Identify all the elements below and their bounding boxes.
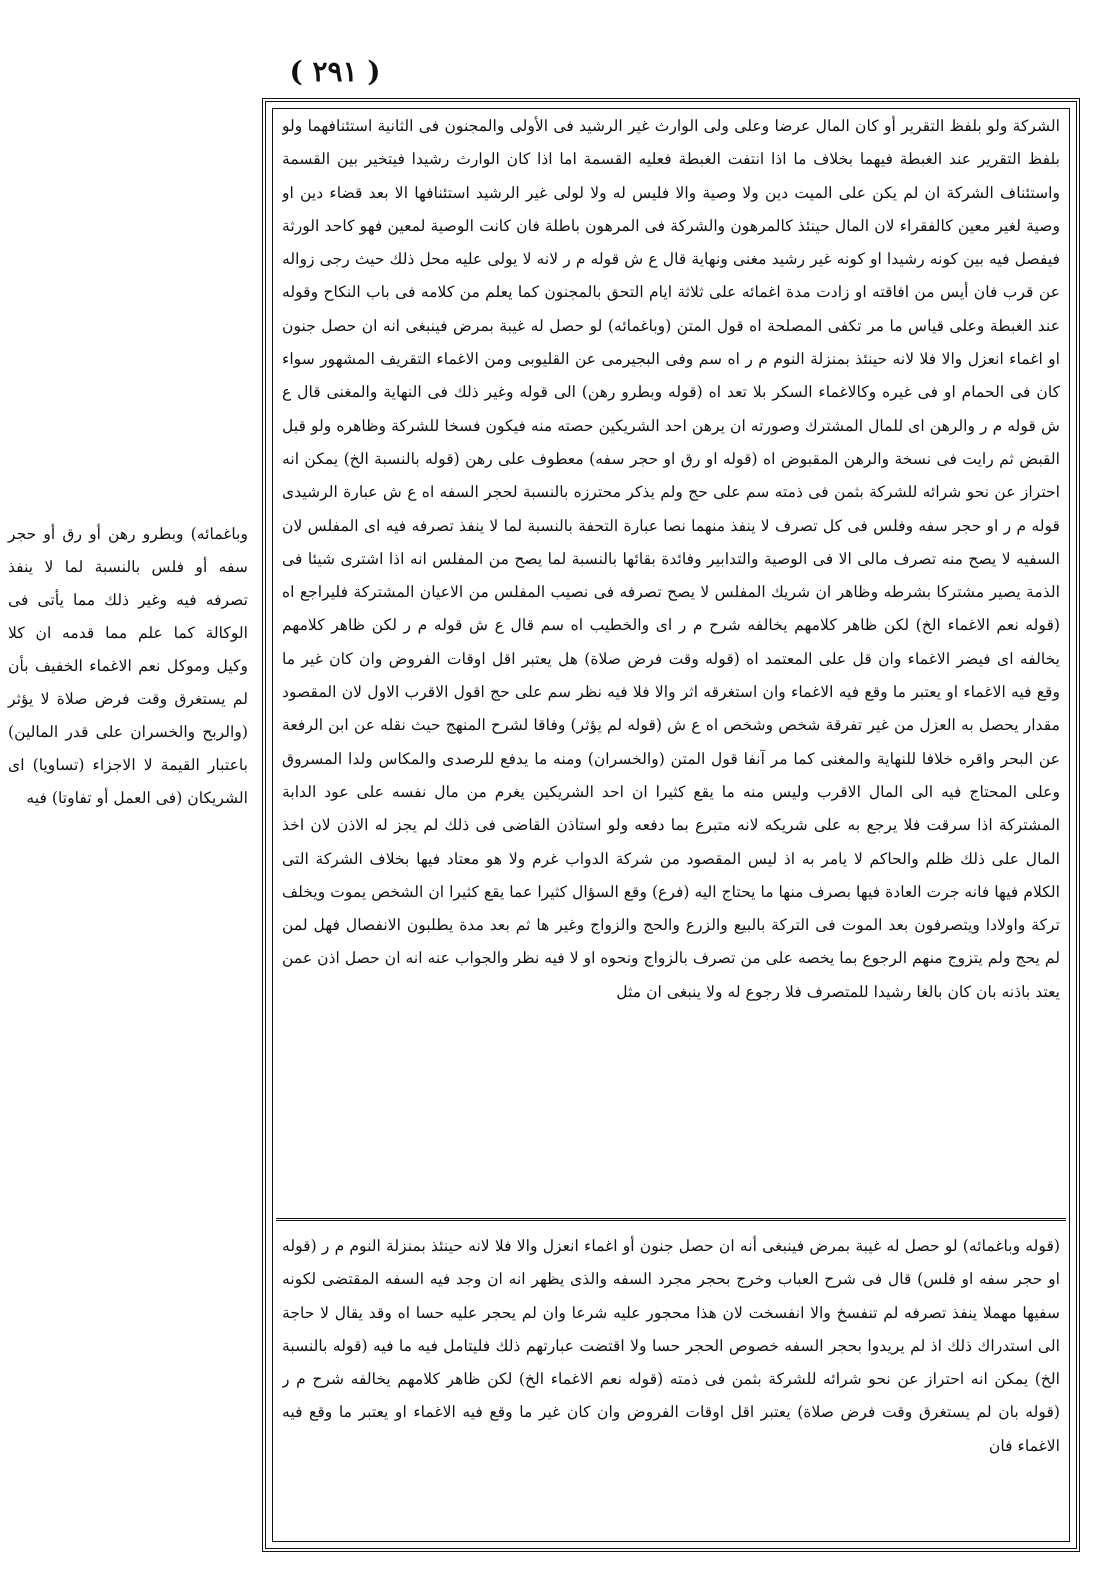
margin-text <box>8 518 248 815</box>
page-number: ( ٢٩١ ) <box>289 55 381 88</box>
main-text <box>282 110 1060 1202</box>
main-paragraph: الشركة ولو بلفظ التقرير أو كان المال عرضا وعلى ولى الوارث غير الرشيد فى الأولى والمجنون فى الثانية استئنافهما ولو بلفظ التقرير عند الغبطة فيهما بخلاف ما اذا انتفت الغبطة فعليه القسمة اما اذا كان الوارث رشيدا فيتخير بين القسمة واستئناف الشركة ان لم يكن على الميت دين ولا وصية والا فليس له ولا لولى غير الرشيد استئنافها الا بعد قضاء دين او وصية لغير معين كالفقراء لان المال حينئذ كالمرهون والشركة فى المرهون باطلة فان كانت الوصية لمعين فهو كاحد الورثة فيفصل فيه بين كونه رشيدا او كونه غير رشيد مغنى ونهاية قال ع ش قوله م ر لانه لا يولى عليه محل ذلك حيث رجى زواله عن قرب فان أيس من افاقته او زادت مدة اغمائه على ثلاثة ايام التحق بالمجنون كما يعلم من كلامه فى باب النكاح وقوله عند الغبطة وعلى قياس ما مر تكفى المصلحة اه قول المتن (وباغمائه) لو حصل له غيبة بمرض فينبغى انه ان حصل جنون او اغماء انعزل والا فلا لانه حينئذ بمنزلة النوم م ر اه سم وفى البجيرمى عن القليوبى ومن الاغماء التقريف المشهور سواء كان فى الحمام او فى غيره وكالاغماء السكر بلا تعد اه (قوله وبطرو رهن) الى قوله وغير ذلك فى النهاية والمغنى قال ع ش قوله م ر والرهن اى للمال المشترك وصورته ان يرهن احد الشريكين حصته منه فيكون فسخا للشركة وظاهره ولو قبل القبض ثم رايت فى نسخة والرهن المقبوض اه (قوله او رق او حجر سفه) معطوف على رهن (قوله بالنسبة الخ) يمكن انه احتراز عن نحو شرائه للشركة بثمن فى ذمته سم على حج ولم يذكر محترزه بالنسبة لحجر السفه اه ع ش عبارة الرشيدى قوله م ر او حجر سفه وفلس فى كل تصرف لا ينفذ منهما نصا عبارة التحفة بالنسبة لما لا ينفذ تصرفه فيه اى المفلس لان السفيه لا يصح منه تصرف مالى الا فى الوصية والتدابير وفائدة بقائها بالنسبة لما يصح من المفلس انه اذا اشترى شيئا فى الذمة يصير مشتركا بشرطه وظاهر ان شريك المفلس لا يصح تصرفه فى نصيب المفلس من الاعيان المشتركة فليراجع اه (قوله نعم الاغماء الخ) لكن ظاهر كلامهم يخالفه شرح م ر اى والخطيب اه سم قال ع ش قوله م ر لكن ظاهر كلامهم يخالفه اى فيضر الاغماء وان قل على المعتمد اه (قوله وقت فرض صلاة) هل يعتبر اقل اوقات الفروض وان كان غير ما وقع فيه الاغماء او يعتبر ما وقع فيه الاغماء وان استغرقه اثر والا فلا فيه نظر سم على حج اقول الاقرب الاول لان المقصود مقدار يحصل به العزل من غير تفرقة شخص وشخص اه ع ش (قوله لم يؤثر) وفاقا لشرح المنهج حيث نقله عن ابن الرفعة عن البحر واقره خلافا للنهاية والمغنى كما مر آنفا قول المتن (والخسران) ومنه ما يدفع للرصدى والمكاس ولدا المسروق وعلى المحتاج فيه الى المال الاقرب وليس منه ما يقع كثيرا ان احد الشريكين يغرم من مال نفسه على عود الدابة المشتركة اذا سرقت فلا يرجع به على شريكه لانه متبرع بما دفعه ولو استاذن القاضى فى ذلك لم يجز له الاذن لان اخذ المال على ذلك ظلم والحاكم لا يامر به اذ ليس المقصود من شركة الدواب غرم ولا هو معتاد فيها بخلاف الشركة التى الكلام فيها فانه جرت العادة فيها بصرف منها ما يحتاج اليه (فرع) وقع السؤال كثيرا عما يقع كثيرا ان الشخص يموت ويخلف تركة واولادا ويتصرفون بعد الموت فى التركة بالبيع والزرع والحج والزواج وغير ها ثم بعد مدة يطلبون الانفصال فهل لمن لم يحج ولم يتزوج منهم الرجوع بما يخصه على من تصرف بالزواج ونحوه او لا فيه نظر والجواب عنه انه ان حصل اذن عمن يعتد باذنه بان كان بالغا رشيدا للمتصرف فلا رجوع له ولا ينبغى ان مثل <box>282 117 1060 1001</box>
footnote-text <box>282 1230 1060 1538</box>
text-frame <box>262 98 1080 1552</box>
section-divider <box>276 1218 1066 1221</box>
footnote-paragraph: (قوله وباغمائه) لو حصل له غيبة بمرض فينبغى أنه ان حصل جنون أو اغماء انعزل والا فلا لانه حينئذ بمنزلة النوم م ر (قوله او حجر سفه او فلس) قال فى شرح العباب وخرج بحجر مجرد السفه والذى يظهر انه ان وجد فيه السفه المقتضى لكونه سفيها مهملا ينفذ تصرفه لم تنفسخ والا انفسخت لان هذا محجور عليه شرعا وان لم يحجر عليه حسا اه وقد يقال لا حاجة الى استدراك ذلك اذ لم يريدوا بحجر السفه خصوص الحجر حسا ولا اقتضت عبارتهم ذلك فليتامل فيه ما فيه (قوله بالنسبة الخ) يمكن انه احتراز عن نحو شرائه للشركة بثمن فى ذمته (قوله نعم الاغماء الخ) لكن ظاهر كلامهم يخالفه شرح م ر (قوله بان لم يستغرق وقت فرض صلاة) يعتبر اقل اوقات الفروض وان كان غير ما وقع فيه الاغماء او يعتبر ما وقع فيه الاغماء فان <box>282 1237 1060 1455</box>
margin-paragraph: وباغمائه) وبطرو رهن أو رق أو حجر سفه أو فلس بالنسبة لما لا ينفذ تصرفه فيه وغير ذلك مما يأتى فى الوكالة كما علم مما قدمه ان كلا وكيل وموكل نعم الاغماء الخفيف بأن لم يستغرق وقت فرض صلاة لا يؤثر (والربح والخسران على قدر المالين) باعتبار القيمة لا الاجزاء (تساويا) اى الشريكان (فى العمل أو تفاوتا) فيه <box>8 525 248 807</box>
